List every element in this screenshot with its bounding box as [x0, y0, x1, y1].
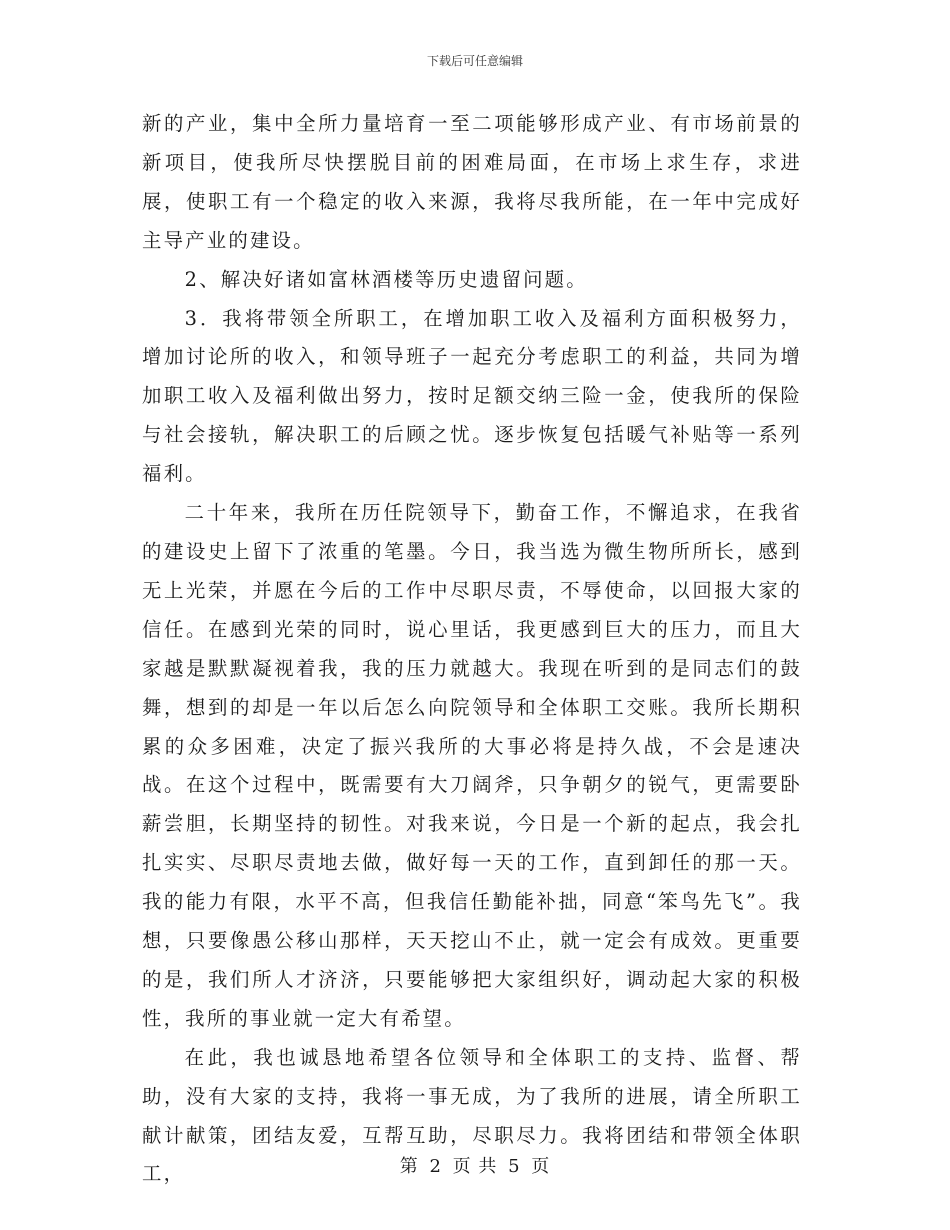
- footer-page-number: 2: [429, 1156, 442, 1177]
- footer-middle: 页 共: [452, 1156, 498, 1177]
- paragraph-2: 2、解决好诸如富林酒楼等历史遗留问题。: [184, 267, 588, 291]
- footer-prefix: 第: [399, 1156, 419, 1177]
- page-footer: [0, 1152, 950, 1178]
- page-header: 下载后可任意编辑: [426, 54, 523, 68]
- footer-total-pages: 5: [508, 1156, 521, 1177]
- document-body: [142, 105, 802, 1194]
- paragraph-4: 二十年来，我所在历任院领导下，勤奋工作，不懈追求，在我省的建设史上留下了浓重的笔墨。今日，我当选为微生物所所长，感到无上光荣，并愿在今后的工作中尽职尽责，不辱使命，以回报大家的信任。在感到光荣的同时，说心里话，我更感到巨大的压力，而且大家越是默默凝视着我，我的压力就越大。我现在听到的是同志们的鼓舞，想到的却是一年以后怎么向院领导和全体职工交账。我所长期积累的众多困难，决定了振兴我所的大事必将是持久战，不会是速决战。在这个过程中，既需要有大刀阔斧，只争朝夕的锐气，更需要卧薪尝胆，长期坚持的韧性。对我来说，今日是一个新的起点，我会扎扎实实、尽职尽责地去做，做好每一天的工作，直到卸任的那一天。我的能力有限，水平不高，但我信任勤能补拙，同意“笨鸟先飞”。我想，只要像愚公移山那样，天天挖山不止，就一定会有成效。更重要的是，我们所人才济济，只要能够把大家组织好，调动起大家的积极性，我所的事业就一定大有希望。: [142, 501, 802, 1030]
- paragraph-5: 在此，我也诚恳地希望各位领导和全体职工的支持、监督、帮助，没有大家的支持，我将一事无成，为了我所的进展，请全所职工献计献策，团结友爱，互帮互助，尽职尽力。我将团结和带领全体职工，: [142, 1045, 802, 1186]
- paragraph-1: 新的产业，集中全所力量培育一至二项能够形成产业、有市场前景的新项目，使我所尽快摆脱目前的困难局面，在市场上求生存，求进展，使职工有一个稳定的收入来源，我将尽我所能，在一年中完成好主导产业的建设。: [142, 112, 802, 252]
- paragraph-3: 3．我将带领全所职工，在增加职工收入及福利方面积极努力，增加讨论所的收入，和领导班子一起充分考虑职工的利益，共同为增加职工收入及福利做出努力，按时足额交纳三险一金，使我所的保险与社会接轨，解决职工的后顾之忧。逐步恢复包括暖气补贴等一系列福利。: [142, 306, 802, 486]
- footer-suffix: 页: [531, 1156, 551, 1177]
